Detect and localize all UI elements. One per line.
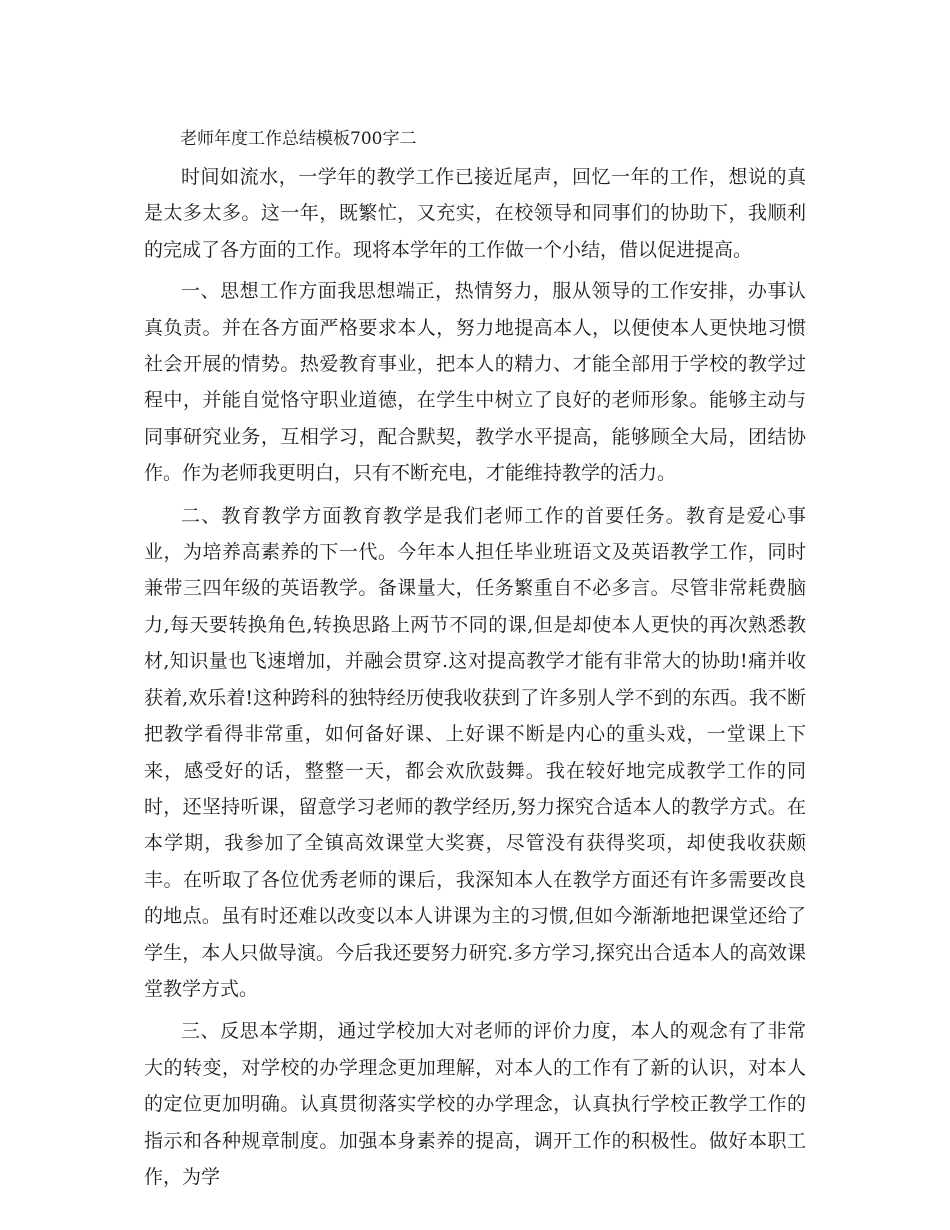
document-body	[144, 124, 806, 1201]
document-title: 老师年度工作总结模板700字二	[180, 129, 417, 149]
paragraph-intro: 时间如流水，一学年的教学工作已接近尾声，回忆一年的工作，想说的真是太多太多。这一年，既繁忙，又充实，在校领导和同事们的协助下，我顺利的完成了各方面的工作。现将本学年的工作做一个小结，借以促进提高。	[144, 166, 806, 261]
paragraph-teaching: 二、教育教学方面教育教学是我们老师工作的首要任务。教育是爱心事业，为培养高素养的下一代。今年本人担任毕业班语文及英语教学工作，同时兼带三四年级的英语教学。备课量大，任务繁重自不必多言。尽管非常耗费脑力,每天要转换角色,转换思路上两节不同的课,但是却使本人更快的再次熟悉教材,知识量也飞速增加，并融会贯穿.这对提高教学才能有非常大的协助!痛并收获着,欢乐着!这种跨科的独特经历使我收获到了许多别人学不到的东西。我不断把教学看得非常重，如何备好课、上好课不断是内心的重头戏，一堂课上下来，感受好的话，整整一天，都会欢欣鼓舞。我在较好地完成教学工作的同时，还坚持听课，留意学习老师的教学经历,努力探究合适本人的教学方式。在本学期，我参加了全镇高效课堂大奖赛，尽管没有获得奖项，却使我收获颇丰。在听取了各位优秀老师的课后，我深知本人在教学方面还有许多需要改良的地点。虽有时还难以改变以本人讲课为主的习惯,但如今渐渐地把课堂还给了学生，本人只做导演。今后我还要努力研究.多方学习,探究出合适本人的高效课堂教学方式。	[144, 504, 806, 1000]
paragraph-ideology: 一、思想工作方面我思想端正，热情努力，服从领导的工作安排，办事认真负责。并在各方面严格要求本人，努力地提高本人，以便使本人更快地习惯社会开展的情势。热爱教育事业，把本人的精力、才能全部用于学校的教学过程中，并能自觉恪守职业道德，在学生中树立了良好的老师形象。能够主动与同事研究业务，互相学习，配合默契，教学水平提高，能够顾全大局，团结协作。作为老师我更明白，只有不断充电，才能维持教学的活力。	[144, 280, 806, 485]
paragraph-reflection: 三、反思本学期，通过学校加大对老师的评价力度，本人的观念有了非常大的转变，对学校的办学理念更加理解，对本人的工作有了新的认识，对本人的定位更加明确。认真贯彻落实学校的办学理念，认真执行学校正教学工作的指示和各种规章制度。加强本身素养的提高，调开工作的积极性。做好本职工作，为学	[144, 1020, 806, 1188]
